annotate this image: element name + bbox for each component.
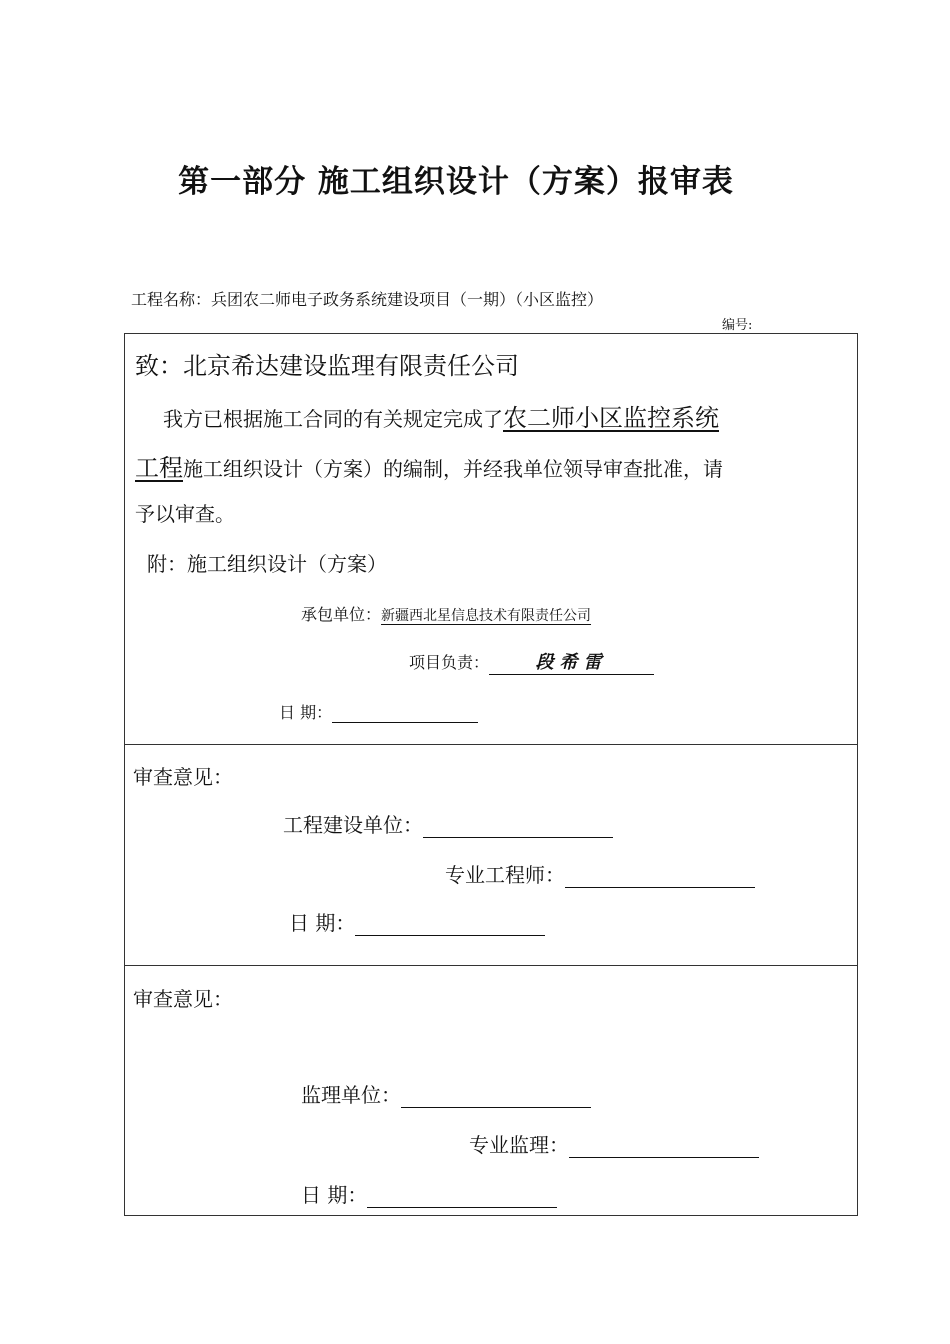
supervisor-unit-row: [301, 1079, 591, 1108]
project-underlined-1: 农二师小区监控系统: [503, 404, 719, 432]
contractor-row: [301, 602, 591, 625]
owner-unit-label: 工程建设单位：: [283, 813, 423, 837]
application-date-row: [279, 700, 478, 723]
review-heading: 审查意见：: [133, 765, 233, 789]
supervisor-row: [469, 1129, 759, 1158]
contractor-value: 新疆西北星信息技术有限责任公司: [381, 608, 592, 624]
date-label: 日 期：: [289, 911, 356, 935]
addressee: 致：北京希达建设监理有限责任公司: [135, 352, 519, 380]
project-name: 工程名称：兵团农二师电子政务系统建设项目（一期）（小区监控）: [131, 290, 604, 309]
attachment-line: 附：施工组织设计（方案）: [147, 552, 387, 576]
engineer-row: [445, 859, 755, 888]
application-body-line1: [163, 398, 719, 433]
document-title: 第一部分 施工组织设计（方案）报审表: [178, 164, 734, 200]
serial-number-label: 编号:: [722, 318, 753, 333]
engineer-label: 专业工程师：: [445, 863, 565, 887]
review2-date-row: [301, 1179, 557, 1208]
owner-unit-line[interactable]: [423, 817, 613, 838]
body-suffix: 施工组织设计（方案）的编制，并经我单位领导审查批准，请: [183, 457, 723, 481]
supervisor-line[interactable]: [569, 1137, 759, 1158]
application-body-line3: 予以审查。: [135, 502, 235, 526]
owner-unit-row: [283, 809, 613, 838]
manager-label: 项目负责：: [409, 653, 490, 672]
supervisor-label: 专业监理：: [469, 1133, 569, 1157]
application-body-line2: [135, 448, 723, 483]
review-heading: 审查意见：: [133, 987, 233, 1011]
body-prefix: 我方已根据施工合同的有关规定完成了: [163, 407, 503, 431]
supervisor-unit-line[interactable]: [401, 1087, 591, 1108]
manager-row: [409, 650, 654, 675]
engineer-line[interactable]: [565, 867, 755, 888]
project-underlined-2: 工程: [135, 454, 183, 482]
review-section-owner: [124, 743, 858, 966]
review-section-supervisor: [124, 965, 858, 1216]
date-line[interactable]: [332, 702, 478, 723]
supervisor-unit-label: 监理单位：: [301, 1083, 401, 1107]
contractor-label: 承包单位：: [301, 605, 382, 624]
application-section: [124, 333, 858, 745]
manager-signature: 段希雷: [489, 652, 654, 675]
date-line[interactable]: [355, 915, 545, 936]
date-label: 日 期：: [301, 1183, 368, 1207]
date-line[interactable]: [367, 1187, 557, 1208]
date-label: 日 期：: [279, 703, 333, 722]
review1-date-row: [289, 907, 545, 936]
